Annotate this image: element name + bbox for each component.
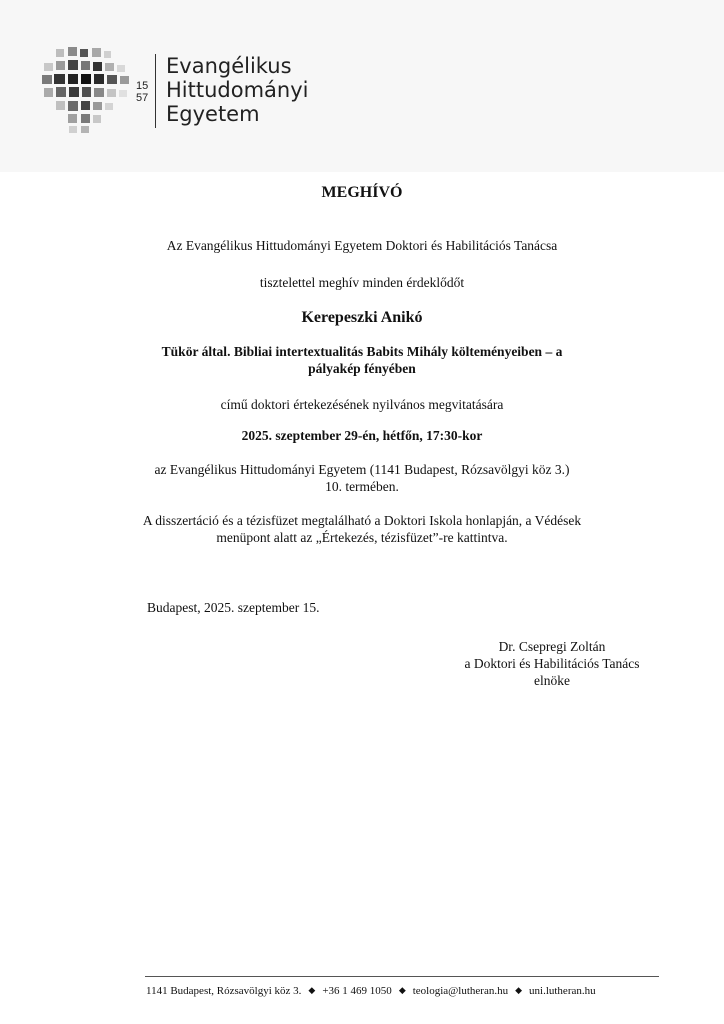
footer-email[interactable]: teologia@lutheran.hu xyxy=(412,985,509,997)
host-line: Az Evangélikus Hittudományi Egyetem Doktori és Habilitációs Tanácsa xyxy=(166,238,558,253)
dissertation-title: Tükör által. Bibliai intertextualitás Babits Mihály költeményeiben – a pályakép fényében xyxy=(161,344,563,376)
university-name: Evangélikus Hittudományi Egyetem xyxy=(166,54,309,126)
place-date: Budapest, 2025. szeptember 15. xyxy=(147,600,320,615)
candidate-name: Kerepeszki Anikó xyxy=(301,309,423,326)
diamond-separator-icon: ◆ xyxy=(515,985,523,995)
footer xyxy=(146,985,596,997)
defense-line: című doktori értekezésének nyilvános megvitatására xyxy=(220,397,504,412)
venue: az Evangélikus Hittudományi Egyetem (1141 Budapest, Rózsavölgyi köz 3.) 10. termében. xyxy=(154,462,570,494)
footer-address: 1141 Budapest, Rózsavölgyi köz 3. xyxy=(146,985,302,997)
document-title: MEGHÍVÓ xyxy=(321,184,403,201)
signature-block: Dr. Csepregi Zoltán a Doktori és Habilitációs Tanács elnöke xyxy=(464,639,640,688)
diamond-separator-icon: ◆ xyxy=(398,985,406,995)
cross-mosaic-icon xyxy=(40,45,132,135)
footer-divider xyxy=(145,976,659,977)
info-paragraph: A disszertáció és a tézisfüzet megtalálható a Doktori Iskola honlapján, a Védések menüpont alatt az „Értekezés, tézisfüzet”-re kattintva. xyxy=(142,513,582,545)
footer-website[interactable]: uni.lutheran.hu xyxy=(529,985,596,997)
founding-year: 15 57 xyxy=(136,80,149,104)
letterhead xyxy=(0,0,724,172)
defense-datetime: 2025. szeptember 29-én, hétfőn, 17:30-kor xyxy=(241,428,483,443)
divider xyxy=(155,54,156,128)
diamond-separator-icon: ◆ xyxy=(308,985,316,995)
footer-phone: +36 1 469 1050 xyxy=(322,985,392,997)
invite-line: tisztelettel meghív minden érdeklődőt xyxy=(259,275,465,290)
